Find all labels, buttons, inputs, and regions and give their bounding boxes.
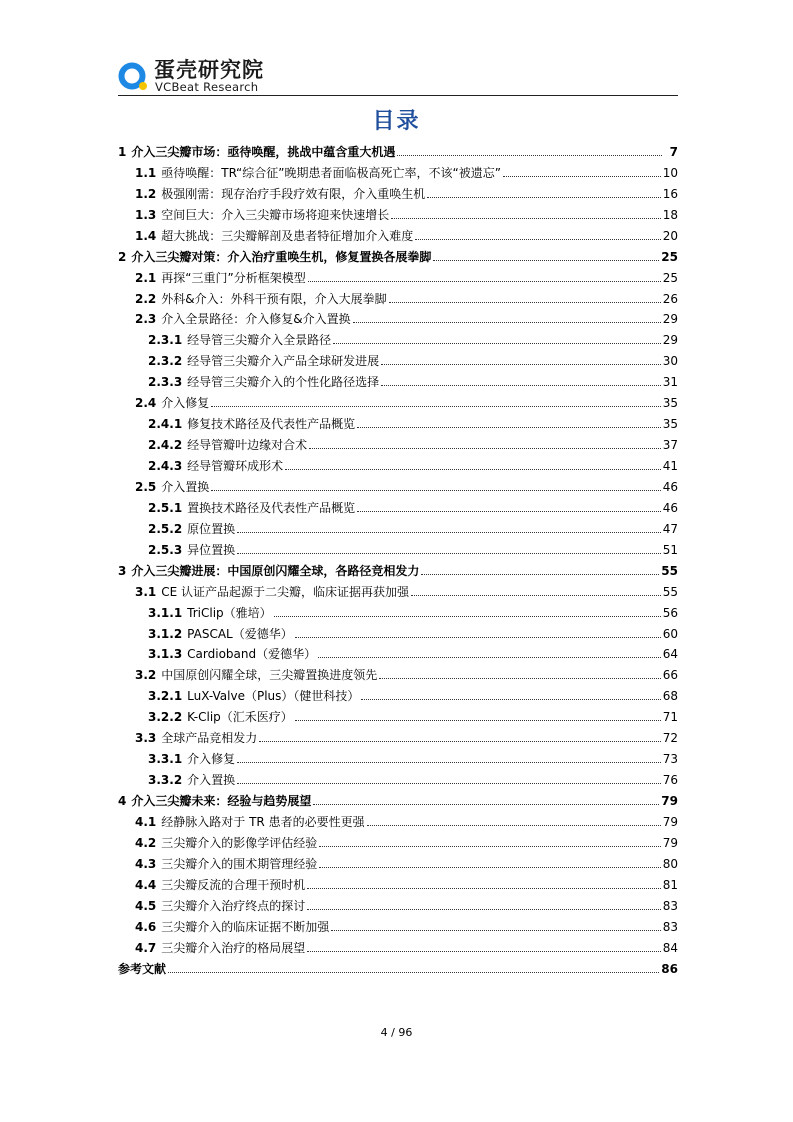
toc-entry-page: 68	[662, 689, 678, 704]
toc-entry-number: 2.3.2	[148, 354, 183, 369]
toc-entry-number: 2	[118, 249, 127, 264]
toc-leader-dots	[318, 656, 661, 658]
toc-entry-label: TriClip（雅培）	[187, 605, 272, 620]
toc-entry-number: 4.6	[135, 919, 157, 934]
toc-entry[interactable]	[118, 578, 678, 599]
toc-entry-label: 介入置换	[161, 479, 210, 494]
toc-entry[interactable]	[118, 955, 678, 976]
page-title: 目录	[372, 109, 421, 134]
toc-leader-dots	[333, 342, 661, 344]
toc-entry-number: 1	[118, 144, 127, 159]
toc-entry-label: 空间巨大：介入三尖瓣市场将迎来快速增长	[161, 207, 390, 222]
toc-entry-number: 4	[118, 794, 127, 808]
toc-leader-dots	[307, 908, 660, 910]
toc-entry-label: 介入修复	[187, 752, 236, 767]
toc-entry-label: 介入三尖瓣未来：经验与趋势展望	[131, 794, 312, 808]
toc-leader-dots	[211, 405, 660, 407]
toc-entry-page: 20	[662, 228, 678, 243]
toc-entry[interactable]	[118, 243, 678, 264]
toc-entry[interactable]	[118, 850, 678, 871]
toc-leader-dots	[319, 845, 660, 847]
toc-entry[interactable]	[118, 829, 678, 850]
toc-entry[interactable]	[118, 410, 678, 431]
toc-entry-number: 3.2	[135, 668, 157, 683]
toc-leader-dots	[295, 719, 661, 721]
toc-entry-page: 35	[662, 396, 678, 411]
toc-entry[interactable]	[118, 641, 678, 662]
toc-leader-dots	[285, 468, 661, 470]
toc-entry-number: 2.5	[135, 479, 157, 494]
vcbeat-logo-icon	[118, 61, 148, 91]
toc-entry-number: 4.2	[135, 835, 157, 850]
toc-leader-dots	[433, 259, 659, 261]
toc-entry-page: 18	[662, 207, 678, 222]
toc-entry-page: 37	[662, 438, 678, 453]
toc-leader-dots	[313, 803, 659, 805]
toc-entry-page: 60	[662, 626, 678, 641]
toc-entry-page: 26	[662, 291, 678, 306]
toc-entry-label: 介入三尖瓣进展：中国原创闪耀全球，各路径竞相发力	[131, 563, 420, 578]
toc-entry[interactable]	[118, 871, 678, 892]
toc-entry[interactable]	[118, 620, 678, 641]
toc-entry-label: CE 认证产品起源于二尖瓣，临床证据再获加强	[161, 584, 410, 599]
toc-entry-page: 25	[661, 249, 678, 264]
toc-entry-page: 83	[662, 898, 678, 913]
toc-entry-page: 47	[662, 521, 678, 536]
toc-entry-label: 再探“三重门”分析框架模型	[161, 270, 306, 285]
toc-leader-dots	[237, 552, 661, 554]
toc-entry[interactable]	[118, 745, 678, 766]
toc-entry-label: 中国原创闪耀全球，三尖瓣置换进度领先	[161, 668, 378, 683]
toc-entry-number: 2.3.3	[148, 375, 183, 390]
toc-entry-page: 79	[662, 835, 678, 850]
toc-entry-page: 46	[662, 479, 678, 494]
toc-leader-dots	[353, 321, 661, 323]
toc-entry-page: 46	[662, 500, 678, 515]
toc-entry-page: 31	[662, 375, 678, 390]
table-of-contents	[118, 138, 678, 976]
toc-entry-label: 经导管三尖瓣介入产品全球研发进展	[187, 354, 380, 369]
toc-entry[interactable]	[118, 285, 678, 306]
toc-entry[interactable]	[118, 138, 678, 159]
toc-entry[interactable]	[118, 452, 678, 473]
toc-entry-label: 超大挑战：三尖瓣解剖及患者特征增加介入难度	[161, 228, 414, 243]
toc-entry[interactable]	[118, 264, 678, 285]
toc-entry-number: 3.2.1	[148, 689, 183, 704]
toc-entry-number: 3.1.3	[148, 647, 183, 662]
toc-entry-label: 介入三尖瓣市场：亟待唤醒，挑战中蕴含重大机遇	[131, 144, 396, 159]
toc-leader-dots	[357, 510, 661, 512]
toc-entry-page: 80	[662, 856, 678, 871]
toc-entry[interactable]	[118, 682, 678, 703]
toc-entry-page: 41	[662, 459, 678, 473]
toc-entry-number: 4.7	[135, 940, 157, 955]
toc-entry-label: 三尖瓣介入治疗终点的探讨	[161, 898, 306, 913]
toc-entry-label: 三尖瓣介入的影像学评估经验	[161, 835, 318, 850]
toc-entry[interactable]	[118, 599, 678, 620]
toc-leader-dots	[389, 301, 661, 303]
toc-entry-page: 10	[662, 165, 678, 180]
toc-entry-page: 84	[662, 940, 678, 955]
toc-entry[interactable]	[118, 347, 678, 368]
toc-entry-number: 4.5	[135, 898, 157, 913]
toc-entry[interactable]	[118, 892, 678, 913]
toc-entry-number: 1.2	[135, 186, 157, 201]
toc-entry-label: 置换技术路径及代表性产品概览	[187, 500, 356, 515]
toc-entry-page: 73	[662, 752, 678, 767]
toc-leader-dots	[411, 594, 661, 596]
toc-entry-label: 三尖瓣介入的临床证据不断加强	[161, 919, 330, 934]
toc-entry[interactable]	[118, 808, 678, 829]
toc-entry-label: 经导管三尖瓣介入全景路径	[187, 333, 332, 348]
toc-leader-dots	[274, 615, 661, 617]
toc-entry-label: 经导管瓣环成形术	[187, 459, 284, 473]
toc-entry-number: 2.5.1	[148, 500, 183, 515]
toc-entry[interactable]	[118, 473, 678, 494]
toc-entry-number: 2.4.3	[148, 459, 183, 473]
toc-leader-dots	[168, 971, 659, 973]
toc-entry[interactable]	[118, 431, 678, 452]
toc-entry-label: 异位置换	[187, 542, 236, 557]
toc-entry-label: 参考文献	[118, 961, 167, 976]
toc-entry[interactable]	[118, 766, 678, 787]
toc-leader-dots	[367, 824, 661, 826]
toc-leader-dots	[361, 698, 660, 700]
toc-entry-label: 三尖瓣介入的围术期管理经验	[161, 856, 318, 871]
toc-entry[interactable]	[118, 389, 678, 410]
toc-leader-dots	[295, 636, 661, 638]
toc-entry-label: 极强刚需：现存治疗手段疗效有限，介入重唤生机	[161, 186, 426, 201]
toc-entry-page: 56	[662, 605, 678, 620]
toc-entry[interactable]	[118, 368, 678, 389]
toc-entry-page: 25	[662, 270, 678, 285]
toc-entry-number: 1.1	[135, 165, 157, 180]
toc-entry-page: 81	[662, 877, 678, 892]
toc-entry-number: 3.3.2	[148, 773, 183, 788]
toc-entry-label: K-Clip（汇禾医疗）	[187, 710, 293, 725]
toc-entry-number: 3.3.1	[148, 752, 183, 767]
toc-entry-number: 2.5.2	[148, 521, 183, 536]
toc-entry-label: Cardioband（爱德华）	[187, 647, 317, 662]
toc-leader-dots	[391, 217, 660, 219]
toc-entry[interactable]	[118, 787, 678, 808]
toc-entry-number: 3.2.2	[148, 710, 183, 725]
toc-entry-number: 1.3	[135, 207, 157, 222]
toc-entry-label: 介入全景路径：介入修复&介入置换	[161, 312, 351, 327]
header-divider	[118, 95, 678, 96]
toc-leader-dots	[237, 531, 661, 533]
toc-entry-label: 经导管瓣叶边缘对合术	[187, 438, 308, 453]
toc-entry[interactable]	[118, 180, 678, 201]
toc-entry-label: 经导管三尖瓣介入的个性化路径选择	[187, 375, 380, 390]
toc-entry-page: 35	[662, 417, 678, 432]
toc-entry-page: 79	[661, 794, 678, 808]
toc-entry-label: 外科&介入：外科干预有限，介入大展拳脚	[161, 291, 387, 306]
toc-entry-number: 2.3	[135, 312, 157, 327]
toc-entry-number: 2.3.1	[148, 333, 183, 348]
toc-entry-page: 55	[661, 563, 678, 578]
toc-entry-label: 三尖瓣介入治疗的格局展望	[161, 940, 306, 955]
toc-entry-page: 30	[662, 354, 678, 369]
toc-leader-dots	[307, 887, 660, 889]
toc-entry-page: 64	[662, 647, 678, 662]
toc-entry-number: 3.3	[135, 731, 157, 746]
toc-entry-number: 4.4	[135, 877, 157, 892]
toc-entry-label: PASCAL（爱德华）	[187, 626, 293, 641]
toc-leader-dots	[237, 761, 661, 763]
toc-leader-dots	[381, 363, 661, 365]
toc-entry-page: 7	[669, 144, 678, 159]
toc-entry-number: 3.1.2	[148, 626, 183, 641]
toc-entry-page: 79	[662, 814, 678, 829]
toc-entry-label: 介入修复	[161, 396, 210, 411]
toc-leader-dots	[331, 929, 660, 931]
toc-leader-dots	[211, 489, 660, 491]
toc-entry-number: 1.4	[135, 228, 157, 243]
page-header	[118, 52, 678, 96]
toc-entry-page: 16	[662, 186, 678, 201]
toc-entry-label: 全球产品竞相发力	[161, 731, 258, 746]
toc-leader-dots	[397, 154, 662, 156]
toc-entry[interactable]	[118, 703, 678, 724]
toc-entry-page: 72	[662, 731, 678, 746]
toc-entry-number: 2.5.3	[148, 542, 183, 557]
toc-leader-dots	[427, 196, 660, 198]
toc-entry-label: 介入置换	[187, 773, 236, 788]
toc-entry-page: 83	[662, 919, 678, 934]
toc-entry-page: 76	[662, 773, 678, 788]
toc-entry-label: 修复技术路径及代表性产品概览	[187, 417, 356, 432]
toc-entry[interactable]	[118, 661, 678, 682]
toc-leader-dots	[237, 782, 661, 784]
toc-entry-number: 2.1	[135, 270, 157, 285]
toc-entry-number: 4.1	[135, 814, 157, 829]
page-number: 4 / 96	[380, 1026, 413, 1039]
toc-entry[interactable]	[118, 222, 678, 243]
toc-entry-page: 29	[662, 333, 678, 348]
toc-leader-dots	[381, 384, 661, 386]
toc-entry[interactable]	[118, 326, 678, 347]
toc-entry[interactable]	[118, 306, 678, 327]
toc-leader-dots	[309, 447, 661, 449]
toc-entry-number: 2.4.1	[148, 417, 183, 432]
toc-entry[interactable]	[118, 515, 678, 536]
toc-leader-dots	[503, 175, 661, 177]
toc-entry[interactable]	[118, 934, 678, 955]
toc-entry[interactable]	[118, 159, 678, 180]
toc-leader-dots	[357, 426, 661, 428]
toc-entry[interactable]	[118, 536, 678, 557]
toc-leader-dots	[307, 950, 660, 952]
toc-entry-page: 29	[662, 312, 678, 327]
toc-entry-page: 55	[662, 584, 678, 599]
toc-entry-number: 4.3	[135, 856, 157, 871]
toc-entry-number: 2.4.2	[148, 438, 183, 453]
toc-entry-label: 经静脉入路对于 TR 患者的必要性更强	[161, 814, 365, 829]
toc-entry-number: 2.2	[135, 291, 157, 306]
toc-entry-label: 三尖瓣反流的合理干预时机	[161, 877, 306, 892]
toc-entry-label: 亟待唤醒：TR“综合征”晚期患者面临极高死亡率，不该“被遗忘”	[161, 165, 501, 180]
toc-entry-number: 3	[118, 563, 127, 578]
toc-entry-label: 介入三尖瓣对策：介入治疗重唤生机，修复置换各展拳脚	[131, 249, 432, 264]
toc-entry[interactable]	[118, 913, 678, 934]
toc-entry[interactable]	[118, 724, 678, 745]
toc-entry-page: 71	[662, 710, 678, 725]
toc-entry[interactable]	[118, 494, 678, 515]
toc-entry-number: 3.1	[135, 584, 157, 599]
toc-leader-dots	[415, 238, 660, 240]
toc-entry-page: 51	[662, 542, 678, 557]
toc-entry-label: 原位置换	[187, 521, 236, 536]
toc-leader-dots	[319, 866, 660, 868]
toc-entry-page: 86	[661, 961, 678, 976]
toc-entry-label: LuX-Valve（Plus）（健世科技）	[187, 689, 360, 704]
toc-entry[interactable]	[118, 557, 678, 578]
toc-leader-dots	[308, 280, 661, 282]
toc-leader-dots	[421, 573, 659, 575]
brand-name-cn: 蛋壳研究院	[154, 58, 264, 82]
toc-entry-number: 3.1.1	[148, 605, 183, 620]
brand-name-en: VCBeat Research	[155, 80, 259, 94]
toc-entry-page: 66	[662, 668, 678, 683]
toc-entry[interactable]	[118, 201, 678, 222]
toc-leader-dots	[379, 677, 660, 679]
toc-entry-number: 2.4	[135, 396, 157, 411]
toc-leader-dots	[259, 740, 660, 742]
